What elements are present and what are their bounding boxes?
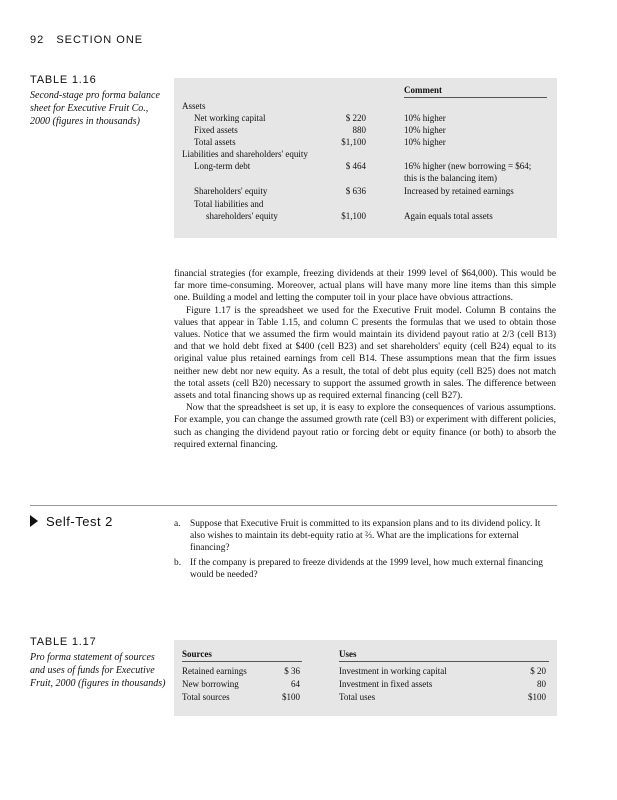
item-text: If the company is prepared to freeze dividends at the 1999 level, how much external financing would be needed? — [190, 557, 543, 580]
table-row-label: Total assets — [194, 137, 236, 147]
table-row-label: Shareholders' equity — [194, 186, 268, 196]
table-row-value: $ 636 — [345, 186, 366, 196]
uses-header-rule — [339, 661, 549, 662]
table-row-comment: this is the balancing item) — [404, 173, 497, 183]
item-text: Suppose that Executive Fruit is committed to its expansion plans and to its dividend policy. It also wishes to maintain its debt-equity ratio at ⅔. What are the implications for external financing? — [190, 519, 541, 554]
comment-header: Comment — [404, 85, 442, 95]
table-row-label: New borrowing — [182, 679, 239, 689]
sources-header: Sources — [182, 649, 212, 659]
table-row-value: 64 — [291, 679, 300, 689]
self-test-title: Self-Test 2 — [46, 514, 113, 529]
paragraph: financial strategies (for example, freezing dividends at their 1999 level of $64,000). This would be far more time-consuming. Moreover, actual plans will have many more line items than this simple one. Building a model and letting the computer toil in your place have obvious attractions. — [174, 269, 556, 304]
table-row-value: $ 220 — [345, 113, 366, 123]
list-item — [174, 518, 556, 555]
paragraph: Now that the spreadsheet is set up, it is easy to explore the consequences of various assumptions. For example, you can change the assumed growth rate (cell B3) or experiment with different policies, such as changing the dividend payout ratio or forcing debt or equity finance (or both) to absorb the required external financing. — [174, 403, 556, 450]
table-row-label: Total sources — [182, 692, 230, 702]
table-row-value: $100 — [528, 692, 546, 702]
table-1-17 — [174, 640, 557, 716]
table-row-label: Net working capital — [194, 113, 266, 123]
item-label: b. — [174, 557, 182, 568]
table-row-label: Fixed assets — [194, 125, 238, 135]
table-row-label: Retained earnings — [182, 666, 247, 676]
table-row-label: Investment in fixed assets — [339, 679, 433, 689]
comment-header-rule — [404, 97, 547, 98]
table-row-label: Assets — [182, 101, 206, 111]
table-row-label: Long-term debt — [194, 161, 251, 171]
table-row-value: 80 — [537, 679, 546, 689]
table-1-17-caption — [30, 636, 170, 690]
table-row-comment: 10% higher — [404, 113, 446, 123]
table-label: TABLE 1.17 — [30, 636, 97, 648]
table-row-label: shareholders' equity — [206, 211, 278, 221]
self-test-heading — [30, 514, 113, 529]
body-text — [174, 268, 556, 451]
running-header — [30, 34, 151, 46]
table-row-value: 880 — [352, 125, 366, 135]
section-divider — [30, 505, 557, 506]
table-row-value: $1,100 — [341, 211, 366, 221]
table-row-label: Total uses — [339, 692, 376, 702]
table-row-label: Investment in working capital — [339, 666, 447, 676]
paragraph: Figure 1.17 is the spreadsheet we used for the Executive Fruit model. Column B contains the values that appear in Table 1.15, and column C presents the formulas that we used to obtain those values. Notice that we assumed the firm would maintain its dividend payout ratio at 2/3 (cell B13) and that we hold debt fixed at $400 (cell B23) and set shareholders' equity (cell B24) equal to its original value plus retained earnings from cell B14. These assumptions mean that the firm issues neither new debt nor new equity. As a result, the total of debt plus equity (cell B25) does not match the total assets (cell B20) necessary to support the assumed growth in sales. The difference between assets and total financing shows up as required external financing (cell B27). — [174, 305, 556, 402]
table-row-comment: 10% higher — [404, 137, 446, 147]
table-row-comment: 10% higher — [404, 125, 446, 135]
table-label: TABLE 1.16 — [30, 74, 97, 86]
table-row-comment: 16% higher (new borrowing = $64; — [404, 161, 532, 171]
sources-header-rule — [182, 661, 302, 662]
item-label: a. — [174, 519, 181, 529]
table-row-label: Liabilities and shareholders' equity — [182, 149, 308, 159]
table-row-label: Total liabilities and — [194, 199, 264, 209]
table-row-value: $ 464 — [345, 161, 366, 171]
table-row-comment: Increased by retained earnings — [404, 186, 514, 196]
self-test-questions — [174, 518, 556, 583]
page-number: 92 — [30, 34, 45, 46]
table-row-value: $ 36 — [284, 666, 300, 676]
uses-header: Uses — [339, 649, 357, 659]
table-1-16-caption — [30, 74, 170, 128]
table-caption-text: Second-stage pro forma balance sheet for Executive Fruit Co., 2000 (figures in thousands) — [30, 90, 160, 127]
table-1-16 — [174, 78, 557, 238]
list-item — [174, 557, 556, 581]
table-row-comment: Again equals total assets — [404, 211, 493, 221]
table-caption-text: Pro forma statement of sources and uses of funds for Executive Fruit, 2000 (figures in thousands) — [30, 652, 166, 689]
table-row-value: $ 20 — [530, 666, 546, 676]
triangle-arrow-icon — [30, 515, 38, 527]
table-row-value: $100 — [282, 692, 300, 702]
table-row-value: $1,100 — [341, 137, 366, 147]
section-title: SECTION ONE — [56, 34, 144, 46]
